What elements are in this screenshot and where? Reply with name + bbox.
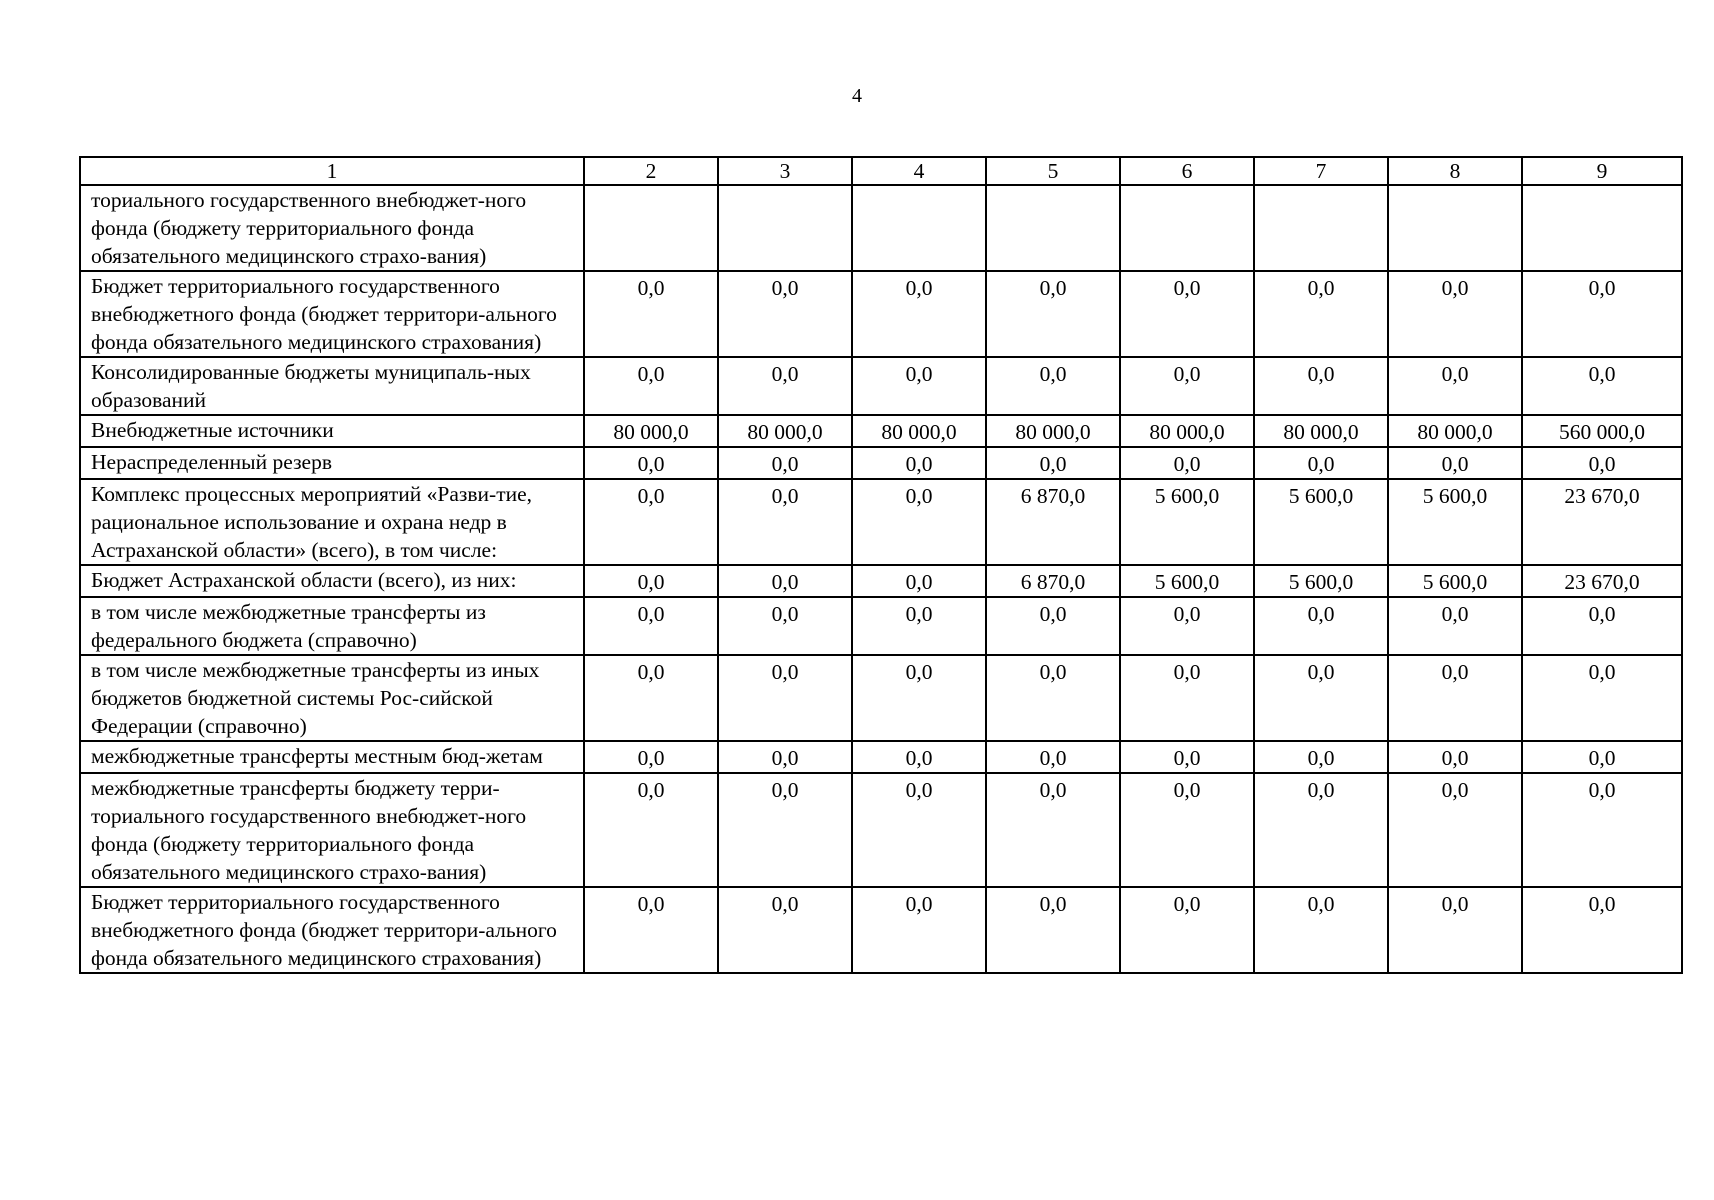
row-label: Бюджет территориального государственного внебюджетного фонда (бюджет территори-ального фонда обязательного медицинского страхования) [80,887,584,973]
column-header: 5 [986,157,1120,185]
value-cell: 6 870,0 [986,565,1120,597]
row-label: Комплекс процессных мероприятий «Разви-тие, рациональное использование и охрана недр в Астраханской области» (всего), в том числе: [80,479,584,565]
row-label: Внебюджетные источники [80,415,584,447]
table-row [80,655,1682,741]
row-label: межбюджетные трансферты местным бюд-жетам [80,741,584,773]
value-cell: 0,0 [1254,655,1388,741]
value-cell: 0,0 [1120,597,1254,655]
value-cell: 5 600,0 [1254,565,1388,597]
value-cell: 0,0 [1254,447,1388,479]
value-cell: 560 000,0 [1522,415,1682,447]
value-cell: 0,0 [852,271,986,357]
value-cell: 5 600,0 [1388,565,1522,597]
value-cell: 0,0 [1522,655,1682,741]
value-cell: 0,0 [1254,271,1388,357]
table-row [80,271,1682,357]
value-cell: 0,0 [1120,887,1254,973]
value-cell: 0,0 [1120,741,1254,773]
value-cell: 0,0 [986,741,1120,773]
row-label: Бюджет территориального государственного внебюджетного фонда (бюджет территори-ального фонда обязательного медицинского страхования) [80,271,584,357]
table-row [80,741,1682,773]
value-cell: 0,0 [584,655,718,741]
column-header: 8 [1388,157,1522,185]
page-number: 4 [852,85,862,107]
value-cell: 0,0 [718,447,852,479]
row-label: Нераспределенный резерв [80,447,584,479]
value-cell: 0,0 [1522,887,1682,973]
value-cell: 0,0 [1522,597,1682,655]
value-cell: 0,0 [1388,655,1522,741]
value-cell [1388,185,1522,271]
value-cell: 0,0 [1522,357,1682,415]
value-cell: 0,0 [1388,357,1522,415]
value-cell: 0,0 [1120,655,1254,741]
value-cell: 0,0 [584,597,718,655]
value-cell: 0,0 [1254,887,1388,973]
table-row [80,415,1682,447]
value-cell: 0,0 [584,741,718,773]
row-label: в том числе межбюджетные трансферты из федерального бюджета (справочно) [80,597,584,655]
table-row [80,447,1682,479]
value-cell: 0,0 [852,887,986,973]
value-cell: 0,0 [1388,447,1522,479]
value-cell: 0,0 [986,773,1120,887]
table-row [80,185,1682,271]
value-cell: 0,0 [1120,271,1254,357]
value-cell: 0,0 [852,741,986,773]
value-cell: 0,0 [718,887,852,973]
budget-table [79,156,1683,974]
value-cell: 5 600,0 [1254,479,1388,565]
value-cell: 0,0 [852,447,986,479]
table-row [80,479,1682,565]
value-cell: 0,0 [1388,271,1522,357]
value-cell: 0,0 [986,887,1120,973]
value-cell: 23 670,0 [1522,565,1682,597]
value-cell [1522,185,1682,271]
value-cell: 0,0 [1254,773,1388,887]
value-cell: 0,0 [852,565,986,597]
table-row [80,887,1682,973]
value-cell: 0,0 [718,655,852,741]
value-cell: 0,0 [1522,271,1682,357]
value-cell: 0,0 [986,447,1120,479]
value-cell: 0,0 [718,565,852,597]
value-cell: 80 000,0 [1388,415,1522,447]
value-cell: 0,0 [1120,447,1254,479]
value-cell [718,185,852,271]
value-cell: 0,0 [986,597,1120,655]
table-header-row [80,157,1682,185]
column-header: 1 [80,157,584,185]
value-cell: 0,0 [1120,357,1254,415]
value-cell: 23 670,0 [1522,479,1682,565]
row-label: Бюджет Астраханской области (всего), из них: [80,565,584,597]
column-header: 4 [852,157,986,185]
value-cell: 0,0 [852,655,986,741]
value-cell: 80 000,0 [986,415,1120,447]
value-cell: 80 000,0 [1254,415,1388,447]
table-row [80,357,1682,415]
value-cell: 0,0 [852,597,986,655]
value-cell [1254,185,1388,271]
value-cell: 0,0 [718,479,852,565]
value-cell: 0,0 [1388,773,1522,887]
value-cell: 0,0 [584,479,718,565]
value-cell: 0,0 [584,773,718,887]
value-cell: 0,0 [718,741,852,773]
row-label: ториального государственного внебюджет-ного фонда (бюджету территориального фонда обязательного медицинского страхо-вания) [80,185,584,271]
table-row [80,597,1682,655]
column-header: 9 [1522,157,1682,185]
value-cell: 5 600,0 [1388,479,1522,565]
value-cell: 0,0 [1254,597,1388,655]
column-header: 7 [1254,157,1388,185]
value-cell [852,185,986,271]
value-cell: 80 000,0 [1120,415,1254,447]
value-cell [986,185,1120,271]
value-cell: 0,0 [1254,357,1388,415]
value-cell: 0,0 [718,597,852,655]
value-cell: 0,0 [584,887,718,973]
value-cell [584,185,718,271]
row-label: в том числе межбюджетные трансферты из иных бюджетов бюджетной системы Рос-сийской Федерации (справочно) [80,655,584,741]
value-cell: 5 600,0 [1120,565,1254,597]
value-cell: 5 600,0 [1120,479,1254,565]
value-cell: 0,0 [1522,741,1682,773]
value-cell: 6 870,0 [986,479,1120,565]
column-header: 2 [584,157,718,185]
value-cell: 0,0 [986,271,1120,357]
value-cell: 0,0 [852,773,986,887]
column-header: 6 [1120,157,1254,185]
value-cell: 80 000,0 [584,415,718,447]
value-cell: 0,0 [718,357,852,415]
value-cell: 0,0 [584,447,718,479]
value-cell: 0,0 [1388,741,1522,773]
value-cell: 0,0 [1120,773,1254,887]
value-cell: 0,0 [986,357,1120,415]
value-cell: 0,0 [1522,447,1682,479]
value-cell: 0,0 [852,479,986,565]
value-cell: 0,0 [852,357,986,415]
row-label: Консолидированные бюджеты муниципаль-ных образований [80,357,584,415]
row-label: межбюджетные трансферты бюджету терри-ториального государственного внебюджет-ного фонда (бюджету территориального фонда обязательного медицинского страхо-вания) [80,773,584,887]
value-cell: 0,0 [584,565,718,597]
value-cell: 0,0 [584,271,718,357]
value-cell: 0,0 [1522,773,1682,887]
value-cell: 0,0 [1388,887,1522,973]
value-cell: 80 000,0 [718,415,852,447]
value-cell: 0,0 [718,773,852,887]
value-cell: 0,0 [1254,741,1388,773]
table-row [80,565,1682,597]
value-cell: 0,0 [1388,597,1522,655]
column-header: 3 [718,157,852,185]
value-cell: 0,0 [718,271,852,357]
value-cell: 80 000,0 [852,415,986,447]
value-cell: 0,0 [584,357,718,415]
value-cell: 0,0 [986,655,1120,741]
table-row [80,773,1682,887]
value-cell [1120,185,1254,271]
